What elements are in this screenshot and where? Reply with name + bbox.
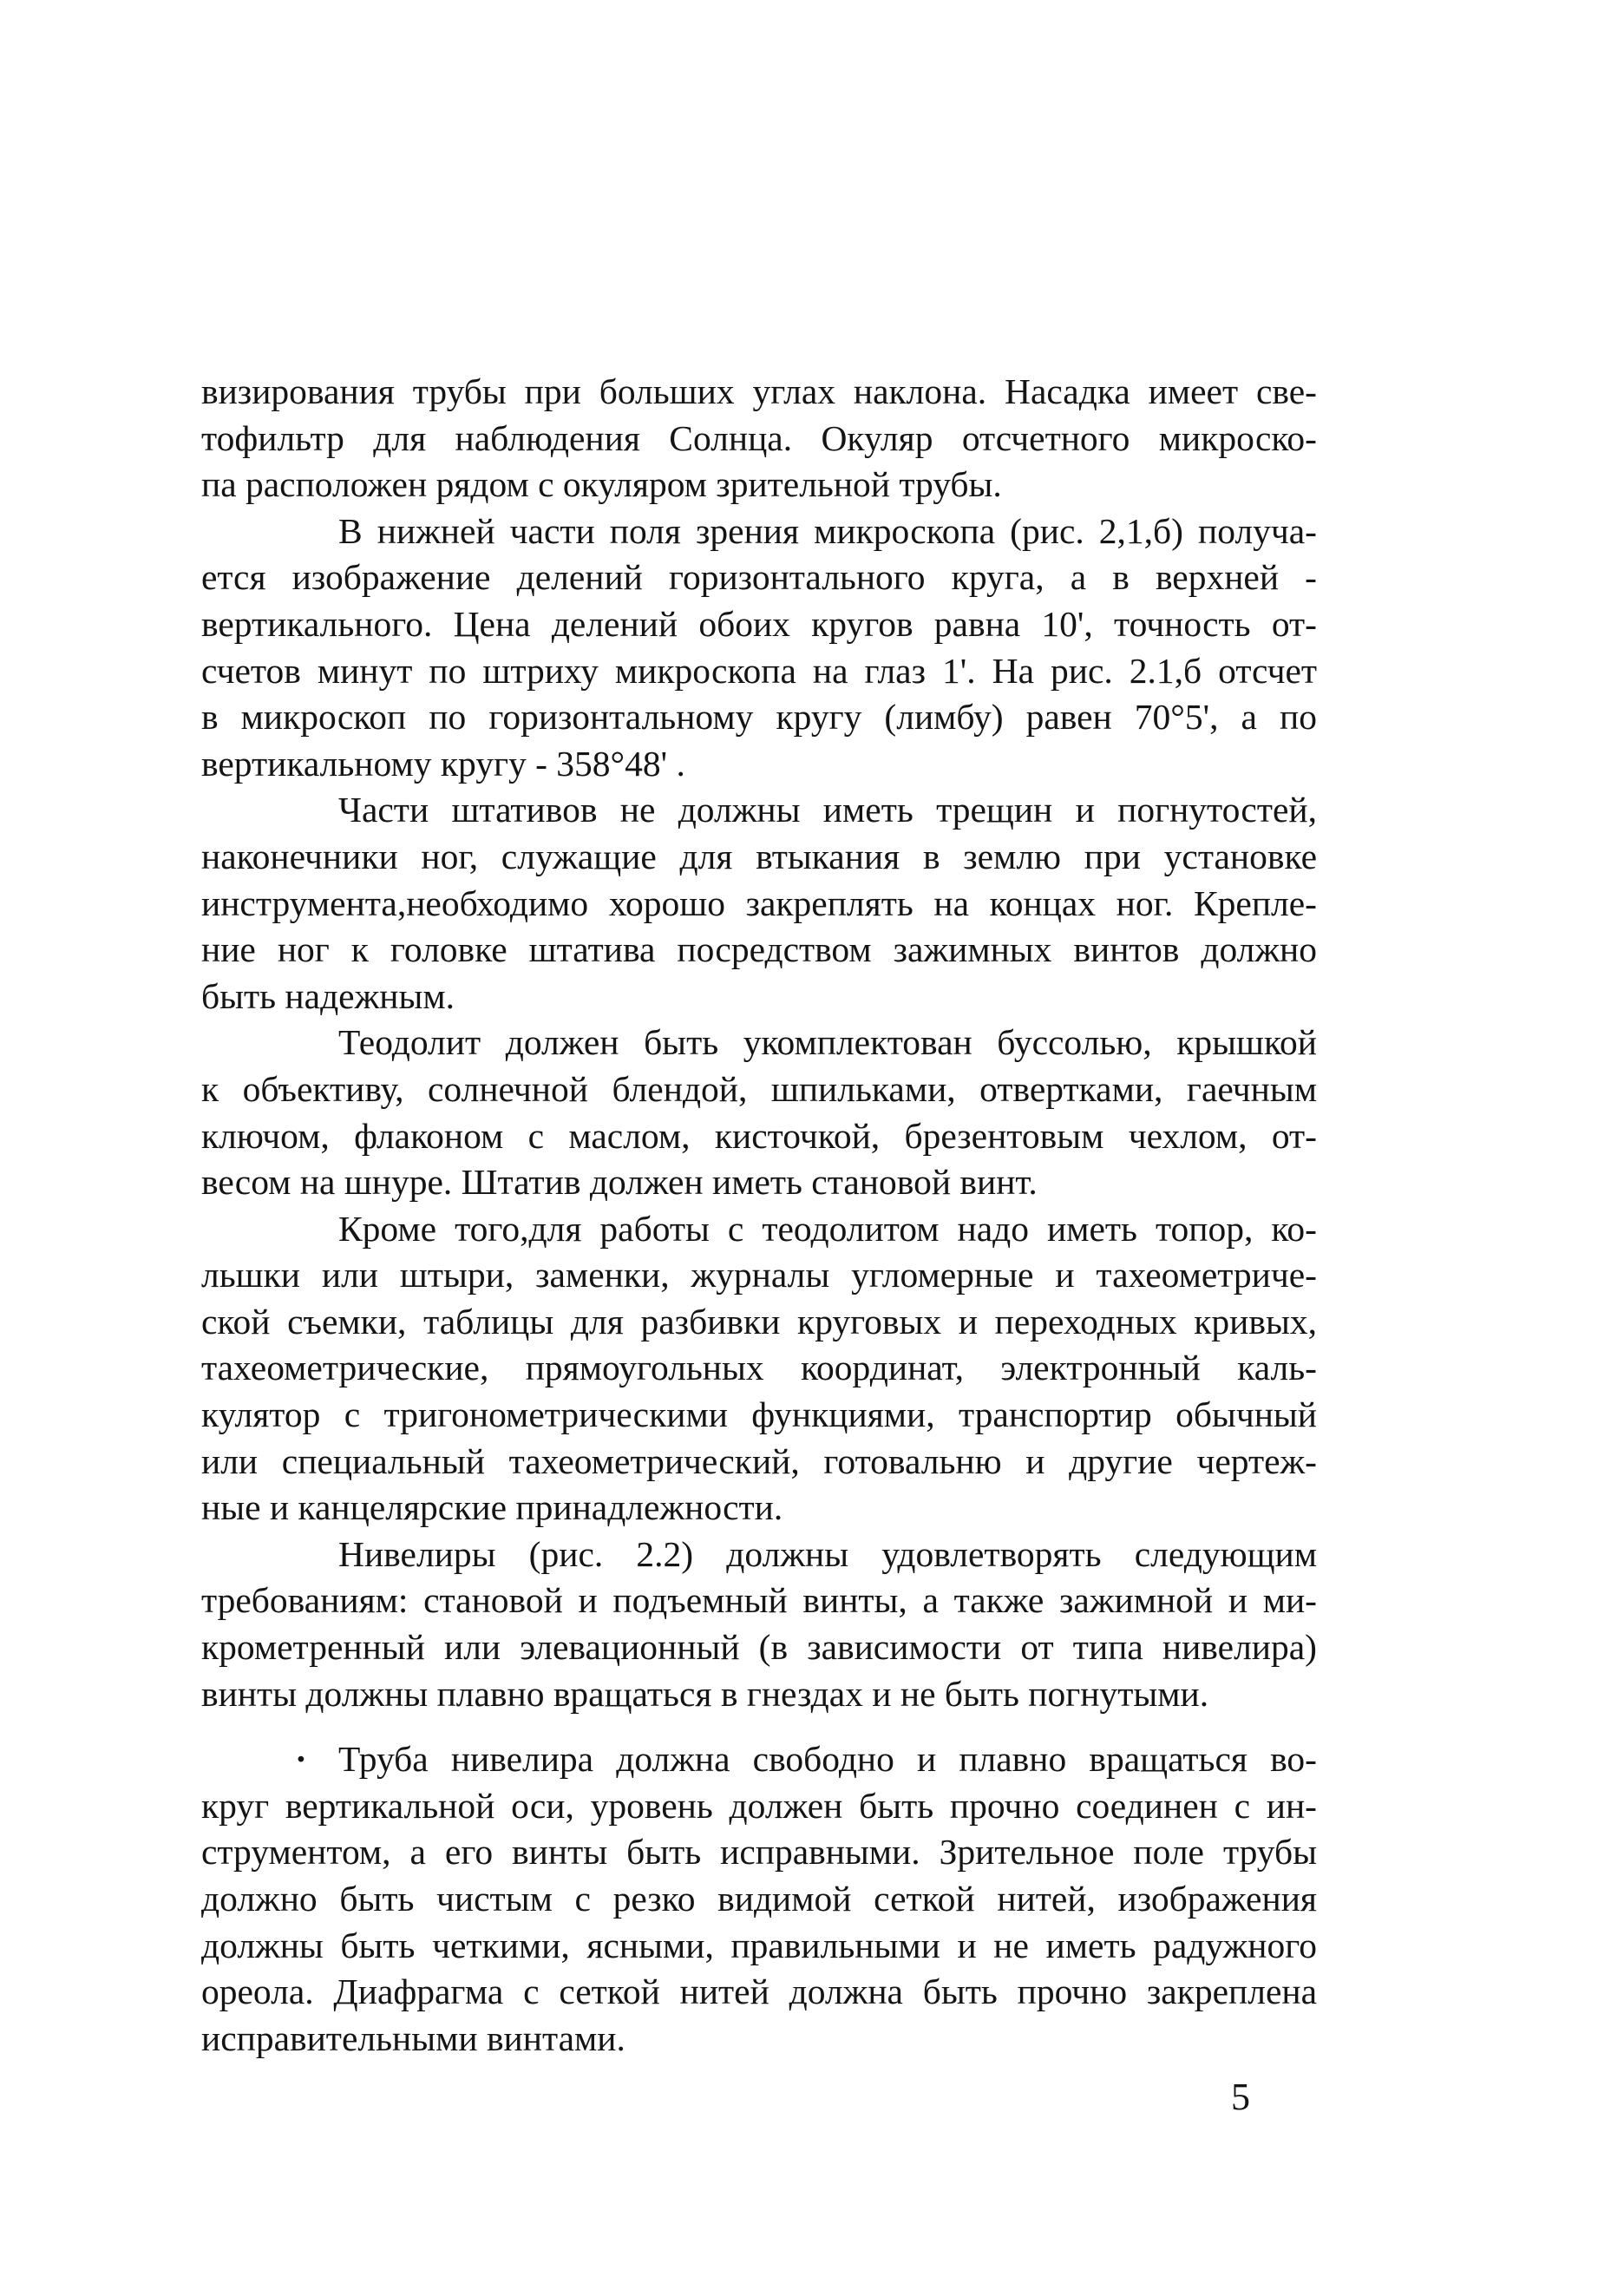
paragraph bbox=[201, 369, 1317, 508]
text-line: Нивелиры (рис. 2.2) должны удовлетворять следующим bbox=[338, 1533, 1317, 1574]
text-line: к объективу, солнечной блендой, шпильками, отвертками, гаечным bbox=[201, 1068, 1317, 1109]
paragraph bbox=[201, 508, 1317, 788]
text-line: ется изображение делений горизонтального круга, а в верхней - bbox=[201, 557, 1317, 598]
text-line: быть надежным. bbox=[201, 975, 455, 1016]
text-line: весом на шнуре. Штатив должен иметь становой винт. bbox=[201, 1162, 1038, 1203]
text-line: счетов минут по штриху микроскопа на глаз 1'. На рис. 2.1,б отсчет bbox=[201, 650, 1317, 691]
body-text bbox=[201, 369, 1317, 2062]
text-line: струментом, а его винты быть исправными. Зрительное поле трубы bbox=[201, 1832, 1317, 1873]
text-line: В нижней части поля зрения микроскопа (рис. 2,1,б) получа- bbox=[338, 510, 1317, 551]
bullet-mark: · bbox=[295, 1739, 307, 1780]
text-line: в микроскоп по горизонтальному кругу (лимбу) равен 70°5', а по bbox=[201, 697, 1317, 738]
text-line: ореола. Диафрагма с сеткой нитей должна быть прочно закреплена bbox=[201, 1971, 1317, 2012]
text-line: или специальный тахеометрический, готовальню и другие чертеж- bbox=[201, 1440, 1317, 1481]
text-line: должно быть чистым с резко видимой сеткой нитей, изображения bbox=[201, 1879, 1317, 1919]
text-line: ные и канцелярские принадлежности. bbox=[201, 1487, 783, 1528]
text-line: визирования трубы при больших углах наклона. Насадка имеет све- bbox=[201, 371, 1317, 411]
paragraph bbox=[201, 1532, 1317, 1717]
page-number: 5 bbox=[1231, 2076, 1250, 2118]
text-line: льшки или штыри, заменки, журналы угломерные и тахеометриче- bbox=[201, 1255, 1317, 1296]
text-line: ние ног к головке штатива посредством зажимных винтов должно bbox=[201, 929, 1317, 970]
paragraph bbox=[201, 1020, 1317, 1205]
text-line: требованиям: становой и подъемный винты, а также зажимной и ми- bbox=[201, 1580, 1317, 1621]
paragraph bbox=[201, 787, 1317, 1020]
paragraph bbox=[201, 1736, 1317, 2062]
text-line: вертикальному кругу - 358°48' . bbox=[201, 743, 685, 784]
text-line: Кроме того,для работы с теодолитом надо иметь топор, ко- bbox=[338, 1208, 1317, 1249]
text-line: крометренный или элевационный (в зависимости от типа нивелира) bbox=[201, 1627, 1317, 1668]
text-line: инструмента,необходимо хорошо закреплять на концах ног. Крепле- bbox=[201, 882, 1317, 923]
text-line: тахеометрические, прямоугольных координат, электронный каль- bbox=[201, 1348, 1317, 1388]
text-line: наконечники ног, служащие для втыкания в землю при установке bbox=[201, 836, 1317, 876]
paragraph bbox=[201, 1206, 1317, 1532]
text-line: тофильтр для наблюдения Солнца. Окуляр отсчетного микроско- bbox=[201, 417, 1317, 458]
text-line: ключом, флаконом с маслом, кисточкой, брезентовым чехлом, от- bbox=[201, 1115, 1317, 1156]
text-line: Части штативов не должны иметь трещин и погнутостей, bbox=[338, 790, 1317, 830]
text-line: Теодолит должен быть укомплектован буссолью, крышкой bbox=[338, 1022, 1317, 1063]
text-line: кулятор с тригонометрическими функциями, транспортир обычный bbox=[201, 1394, 1317, 1435]
text-line: вертикального. Цена делений обоих кругов равна 10', точность от- bbox=[201, 603, 1317, 644]
text-line: ской съемки, таблицы для разбивки круговых и переходных кривых, bbox=[201, 1301, 1317, 1342]
text-line: па расположен рядом с окуляром зрительной трубы. bbox=[201, 464, 1002, 505]
text-line: должны быть четкими, ясными, правильными и не иметь радужного bbox=[201, 1925, 1317, 1965]
text-line: Труба нивелира должна свободно и плавно вращаться во- bbox=[338, 1739, 1317, 1780]
text-line: круг вертикальной оси, уровень должен быть прочно соединен с ин- bbox=[201, 1785, 1317, 1826]
text-line: винты должны плавно вращаться в гнездах и не быть погнутыми. bbox=[201, 1673, 1209, 1714]
text-line: исправительными винтами. bbox=[201, 2017, 625, 2058]
